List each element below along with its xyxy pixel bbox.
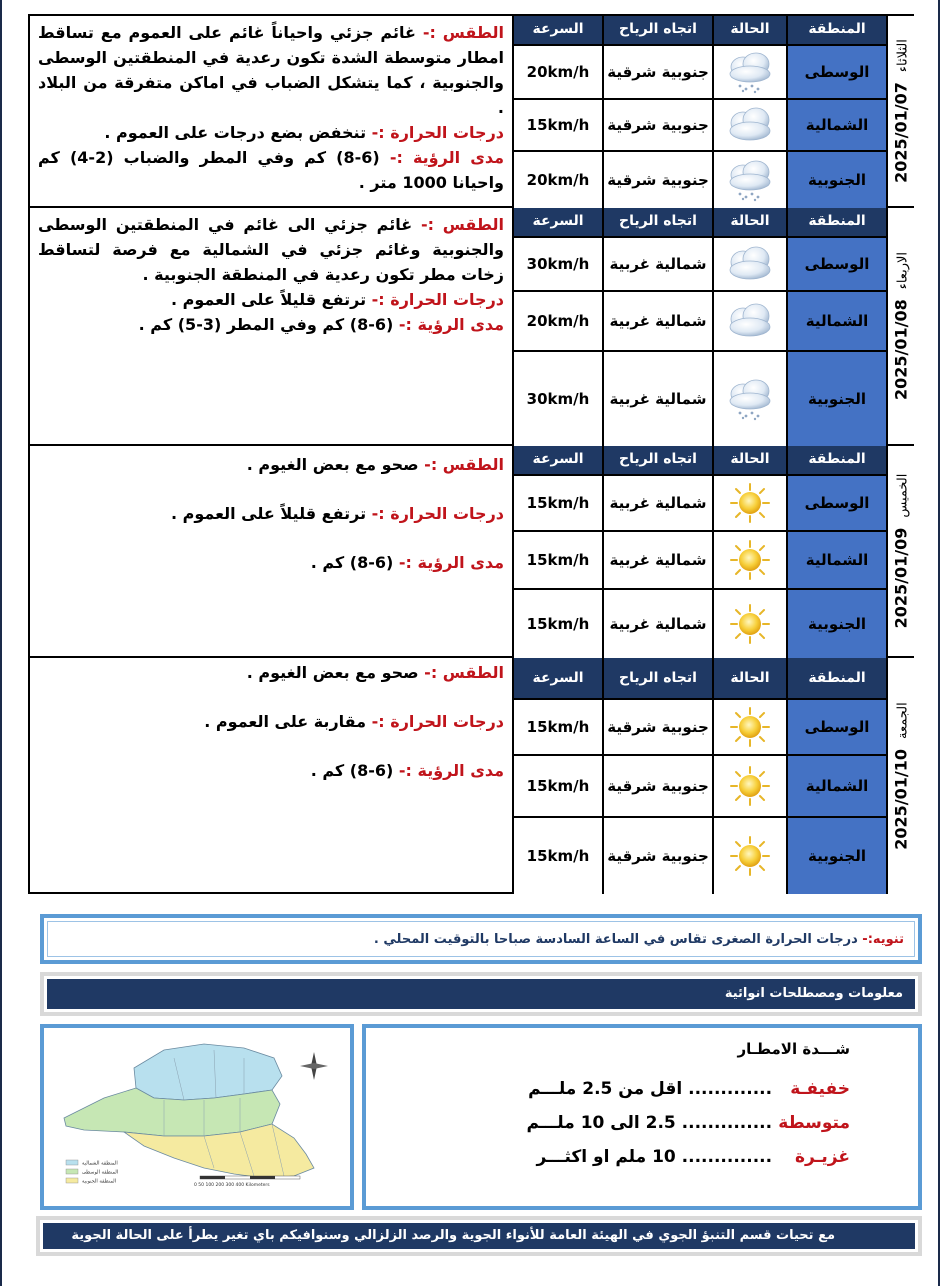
rain-level-moderate [386, 1106, 850, 1140]
date-label: 2025/01/08 [891, 299, 911, 401]
wind-direction: شمالية غربية [602, 590, 712, 658]
header-region: المنطقة [786, 446, 886, 474]
day-block-4 [30, 658, 914, 894]
state-cell [712, 818, 786, 894]
wind-direction: جنوبية شرقية [602, 818, 712, 894]
forecast-table [28, 14, 914, 894]
cloud-rain-icon [724, 377, 776, 421]
date-label: 2025/01/10 [891, 748, 911, 850]
cloud-rain-icon [724, 50, 776, 94]
sun-icon [724, 764, 776, 808]
wind-direction: شمالية غربية [602, 352, 712, 446]
wind-direction: جنوبية شرقية [602, 46, 712, 98]
visibility-label: مدى الرؤية :- [389, 148, 504, 167]
visibility-text: (6-8) كم . [310, 761, 394, 780]
table-row [514, 44, 886, 98]
region-name: الوسطى [786, 700, 886, 754]
table-row [514, 236, 886, 290]
weather-label: الطقس :- [420, 215, 504, 234]
wind-direction: جنوبية شرقية [602, 700, 712, 754]
table-row [514, 698, 886, 754]
region-name: الوسطى [786, 238, 886, 290]
state-cell [712, 700, 786, 754]
state-cell [712, 532, 786, 588]
cloud-rain-icon [724, 158, 776, 202]
region-name: الوسطى [786, 476, 886, 530]
day-description [30, 208, 514, 444]
temperature-text: تنخفض بضع درجات على العموم . [104, 123, 367, 142]
rain-intensity-box [362, 1024, 922, 1210]
table-row [514, 816, 886, 894]
region-name: الشمالية [786, 532, 886, 588]
wind-speed: 15km/h [514, 476, 602, 530]
header-speed: السرعة [532, 21, 584, 37]
weather-label: الطقس :- [424, 663, 504, 682]
temperature-text: مقاربة على العموم . [204, 712, 367, 731]
map-graphic [44, 1028, 350, 1206]
state-cell [712, 238, 786, 290]
temperature-label: درجات الحرارة :- [371, 123, 504, 142]
wind-speed: 15km/h [514, 100, 602, 150]
sun-icon [724, 705, 776, 749]
date-column [886, 446, 914, 656]
day-block-1 [30, 16, 914, 208]
table-header [514, 658, 886, 698]
region-name: الوسطى [786, 46, 886, 98]
visibility-text: (6-8) كم وفي المطر (3-5) كم . [138, 315, 394, 334]
header-region: المنطقة [786, 16, 886, 44]
note-box [40, 914, 922, 964]
state-cell [712, 152, 786, 208]
state-cell [712, 100, 786, 150]
wind-direction: جنوبية شرقية [602, 756, 712, 816]
compass-rose-icon [300, 1052, 328, 1080]
state-cell [712, 46, 786, 98]
iraq-region-map [40, 1024, 354, 1210]
visibility-text: (6-8) كم . [310, 553, 394, 572]
wind-direction: شمالية غربية [602, 532, 712, 588]
state-cell [712, 590, 786, 658]
day-description [30, 446, 514, 656]
weather-text: صحو مع بعض الغيوم . [246, 455, 419, 474]
map-legend [66, 1160, 118, 1185]
legend-south: المنطقة الجنوبية [82, 1178, 117, 1185]
header-direction: اتجاه الرياح [602, 16, 712, 44]
date-column [886, 658, 914, 894]
state-cell [712, 476, 786, 530]
footer-bar [36, 1216, 922, 1256]
region-name: الشمالية [786, 100, 886, 150]
info-bar [40, 972, 922, 1016]
table-header [514, 16, 886, 44]
visibility-label: مدى الرؤية :- [398, 553, 504, 572]
table-row [514, 290, 886, 350]
day-description [30, 658, 514, 894]
region-table [514, 208, 886, 444]
state-cell [712, 352, 786, 446]
wind-direction: شمالية غربية [602, 292, 712, 350]
header-region: المنطقة [786, 658, 886, 698]
temperature-label: درجات الحرارة :- [371, 290, 504, 309]
note-text: درجات الحرارة الصغرى تقاس في الساعة السادسة صباحا بالتوقيت المحلي . [373, 932, 858, 947]
date-column [886, 208, 914, 444]
weather-text: غائم جزئي الى غائم في المنطقتين الوسطى والجنوبية وغائم جزئي في الشمالية مع فرصة لتساقط زخات مطر تكون رعدية في المنطقة الجنوبية . [38, 215, 504, 284]
region-name: الشمالية [786, 756, 886, 816]
header-region: المنطقة [786, 208, 886, 236]
footer-text: مع تحيات قسم التنبؤ الجوي في الهيئة العامة للأنواء الجوية والرصد الزلزالي وسنوافيكم باي تغير يطرأ على الحالة الجوية [43, 1223, 915, 1249]
visibility-text: (6-8) كم وفي المطر والضباب (2-4) كم واحيانا 1000 متر . [38, 148, 504, 192]
legend-north: المنطقة الشمالية [82, 1160, 118, 1167]
header-state: الحالة [712, 208, 786, 236]
table-row [514, 150, 886, 208]
sun-icon [724, 602, 776, 646]
wind-speed: 20km/h [514, 152, 602, 208]
info-title: معلومات ومصطلحات انوائية [47, 979, 915, 1009]
header-speed: السرعة [532, 451, 584, 467]
region-table [514, 658, 886, 894]
region-name: الجنوبية [786, 352, 886, 446]
rain-level-dots: ............. [688, 1079, 773, 1099]
wind-speed: 20km/h [514, 292, 602, 350]
weather-label: الطقس :- [422, 23, 504, 42]
date-column [886, 16, 914, 206]
rain-level-light [386, 1072, 850, 1106]
table-row [514, 530, 886, 588]
header-state: الحالة [712, 16, 786, 44]
wind-speed: 15km/h [514, 590, 602, 658]
wind-speed: 15km/h [514, 532, 602, 588]
date-label: 2025/01/07 [891, 82, 911, 183]
note-inner [47, 921, 915, 957]
region-name: الجنوبية [786, 590, 886, 658]
wind-direction: شمالية غربية [602, 238, 712, 290]
day-name: الثلاثاء [895, 39, 911, 73]
rain-level-heavy [386, 1140, 850, 1174]
table-row [514, 588, 886, 658]
wind-speed: 15km/h [514, 700, 602, 754]
sun-icon [724, 538, 776, 582]
day-name: الجمعة [895, 702, 911, 739]
visibility-label: مدى الرؤية :- [398, 315, 504, 334]
header-direction: اتجاه الرياح [602, 658, 712, 698]
weather-text: غائم جزئي واحياناً غائم على العموم مع تساقط امطار متوسطة الشدة تكون رعدية في المنطقتين الوسطى والجنوبية ، كما يتشكل الضباب في اماكن متفرقة من البلاد . [38, 23, 504, 117]
cloud-icon [724, 103, 776, 147]
weather-text: صحو مع بعض الغيوم . [246, 663, 419, 682]
wind-speed: 15km/h [514, 818, 602, 894]
header-direction: اتجاه الرياح [602, 208, 712, 236]
rain-level-range: اقل من 2.5 ملـــم [528, 1079, 683, 1099]
day-name: الخميس [895, 473, 911, 518]
header-direction: اتجاه الرياح [602, 446, 712, 474]
region-name: الشمالية [786, 292, 886, 350]
wind-speed: 30km/h [514, 352, 602, 446]
rain-intensity-title: شـــدة الامطـار [737, 1040, 850, 1058]
note-label: تنويه:- [862, 932, 904, 947]
header-state: الحالة [712, 658, 786, 698]
wind-speed: 20km/h [514, 46, 602, 98]
wind-direction: جنوبية شرقية [602, 100, 712, 150]
table-row [514, 350, 886, 446]
cloud-icon [724, 299, 776, 343]
rain-level-dots: .............. [681, 1147, 773, 1167]
header-speed: السرعة [532, 213, 584, 229]
scale-label: 0 50 100 200 300 400 Kilometers [194, 1183, 270, 1188]
state-cell [712, 756, 786, 816]
day-block-2 [30, 208, 914, 446]
temperature-label: درجات الحرارة :- [371, 712, 504, 731]
table-row [514, 474, 886, 530]
cloud-icon [724, 242, 776, 286]
state-cell [712, 292, 786, 350]
table-header [514, 446, 886, 474]
region-name: الجنوبية [786, 818, 886, 894]
rain-level-range: 2.5 الى 10 ملـــم [526, 1113, 676, 1133]
header-speed: السرعة [532, 670, 584, 686]
legend-central: المنطقة الوسطى [82, 1169, 119, 1176]
region-table [514, 16, 886, 206]
wind-direction: شمالية غربية [602, 476, 712, 530]
rain-level-name: غزيـرة [795, 1147, 850, 1167]
temperature-text: ترتفع قليلاً على العموم . [170, 290, 367, 309]
rain-level-name: متوسطة [778, 1113, 850, 1133]
wind-speed: 30km/h [514, 238, 602, 290]
rain-level-dots: .............. [681, 1113, 773, 1133]
region-name: الجنوبية [786, 152, 886, 208]
visibility-label: مدى الرؤية :- [398, 761, 504, 780]
wind-speed: 15km/h [514, 756, 602, 816]
sun-icon [724, 481, 776, 525]
weather-label: الطقس :- [424, 455, 504, 474]
table-header [514, 208, 886, 236]
region-table [514, 446, 886, 656]
table-row [514, 754, 886, 816]
rain-level-name: خفيفـة [790, 1079, 850, 1099]
rain-level-range: 10 ملم او اكثـــر [536, 1147, 676, 1167]
map-scale-bar [194, 1176, 300, 1188]
wind-direction: جنوبية شرقية [602, 152, 712, 208]
day-block-3 [30, 446, 914, 658]
temperature-text: ترتفع قليلاً على العموم . [170, 504, 367, 523]
sun-icon [724, 834, 776, 878]
temperature-label: درجات الحرارة :- [371, 504, 504, 523]
day-name: الاربعاء [895, 251, 911, 290]
date-label: 2025/01/09 [891, 527, 911, 629]
header-state: الحالة [712, 446, 786, 474]
table-row [514, 98, 886, 150]
day-description [30, 16, 514, 206]
